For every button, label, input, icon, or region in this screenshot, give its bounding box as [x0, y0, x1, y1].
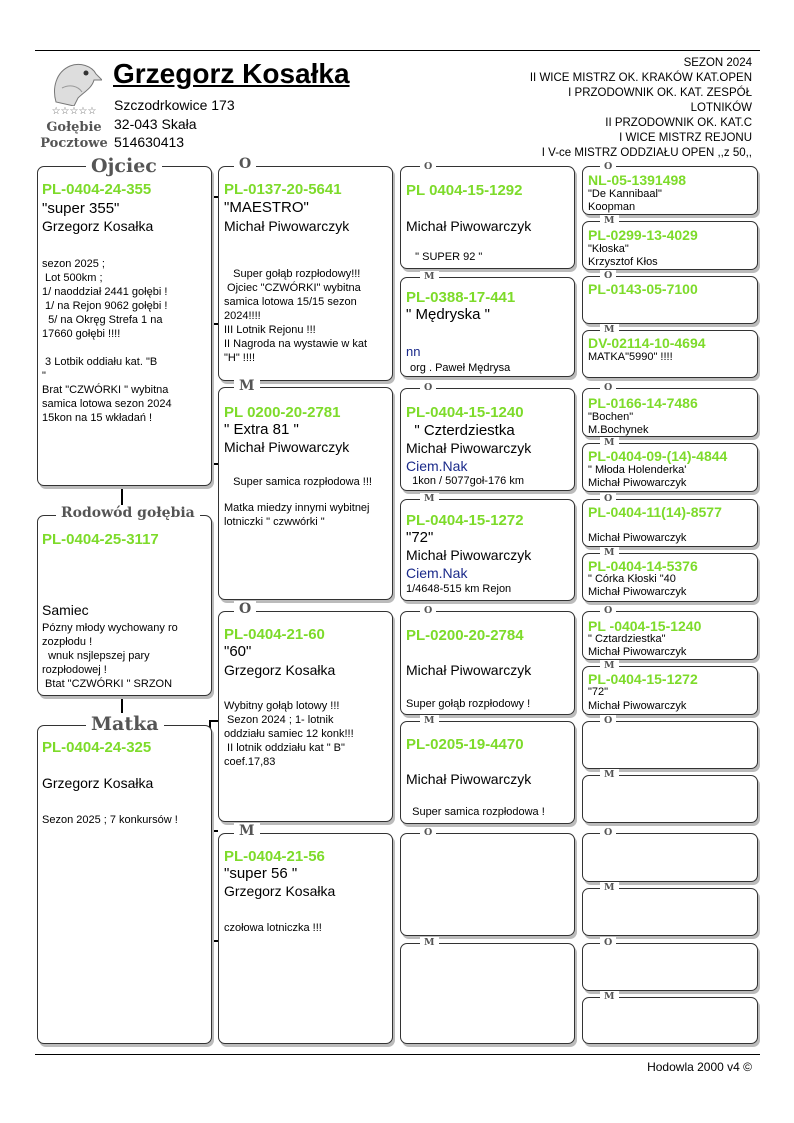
- g4-card[interactable]: [582, 166, 758, 215]
- g3-fmm-name: "72": [406, 529, 434, 546]
- title-line: I PRZODOWNIK OK. KAT. ZESPÓŁ: [568, 87, 752, 99]
- g4-ring: PL-0404-09-(14)-4844: [588, 448, 728, 464]
- g4-line2: Michał Piwowarczyk: [588, 646, 687, 658]
- g4-line1: "72": [588, 686, 609, 698]
- g3-mff-notes: Super gołąb rozpłodowy !: [406, 698, 531, 710]
- breeder-phone: 514630413: [114, 134, 185, 150]
- g3-fmf-owner: Michał Piwowarczyk: [406, 440, 532, 456]
- sire-label: O: [600, 270, 616, 281]
- dam-label: M: [600, 547, 619, 558]
- g3-ffm-notes: org . Paweł Mędrysa: [410, 362, 511, 374]
- sire-label: O: [600, 827, 616, 838]
- dam-label: M: [600, 324, 619, 335]
- dam-label: M: [600, 991, 619, 1002]
- sire-label: O: [600, 493, 616, 504]
- gp-mm-name: "super 56 ": [224, 865, 298, 882]
- g4-line1: "Bochen": [588, 411, 634, 423]
- mother-notes: Sezon 2025 ; 7 konkursów !: [42, 814, 178, 826]
- dam-label: M: [600, 437, 619, 448]
- g3-card-fmm[interactable]: [400, 499, 575, 601]
- sire-label: O: [600, 161, 616, 172]
- g4-ring: DV-02114-10-4694: [588, 335, 706, 351]
- gp-fm-note2: Matka miedzy innymi wybitnej lotniczki " czwwórki ": [224, 502, 370, 528]
- gp-fm-ring: PL 0200-20-2781: [224, 404, 341, 421]
- sire-label: O: [420, 605, 436, 616]
- g3-fmf-name: " Czterdziestka: [406, 422, 515, 439]
- dam-label: M: [600, 215, 619, 226]
- g3-card-mfm[interactable]: [400, 721, 575, 824]
- g3-card-fmf[interactable]: [400, 388, 575, 491]
- g4-line2: Michał Piwowarczyk: [588, 586, 687, 598]
- g3-card-mff[interactable]: [400, 611, 575, 715]
- pigeon-head-icon: [48, 58, 102, 106]
- g4-line2: M.Bochynek: [588, 424, 649, 436]
- g3-mfm-notes: Super samica rozpłodowa !: [406, 806, 545, 818]
- title-line: II PRZODOWNIK OK. KAT.C: [605, 117, 752, 129]
- g4-line1: " Młoda Holenderka': [588, 464, 687, 476]
- dam-label: M: [600, 660, 619, 671]
- father-notes: sezon 2025 ; Lot 500km ; 1/ naoddział 2441 gołębi ! 1/ na Rejon 9062 gołębi ! 5/ na Okręg Strefa 1 na 17660 gołębi !!!! 3 Lotbik oddiału kat. "B " Brat "CZWÓRKI " wybitna samica lotowa sezon 2024 15kon na 15 wkładań !: [42, 258, 172, 424]
- gp-mf-owner: Grzegorz Kosałka: [224, 662, 336, 678]
- g4-card-empty[interactable]: [582, 943, 758, 991]
- g4-ring: PL-0404-15-1272: [588, 671, 698, 687]
- g4-card-empty[interactable]: [582, 997, 758, 1044]
- sire-label: O: [600, 382, 616, 393]
- logo-text-line1: Gołębie: [46, 120, 102, 135]
- g3-fmm-ring: PL-0404-15-1272: [406, 512, 524, 529]
- g3-card-ffm[interactable]: [400, 277, 575, 377]
- title-line: SEZON 2024: [683, 57, 752, 69]
- g4-card[interactable]: [582, 443, 758, 492]
- breeder-name: Grzegorz Kosałka: [113, 58, 350, 89]
- g4-ring: PL-0143-05-7100: [588, 281, 698, 297]
- g4-line1: " Córka Kłoski "40: [588, 573, 676, 585]
- dam-label: M: [234, 378, 260, 394]
- g4-line2: Michał Piwowarczyk: [588, 477, 687, 489]
- father-label: Ojciec: [86, 155, 162, 177]
- g4-ring: PL -0404-15-1240: [588, 618, 702, 634]
- sire-label: O: [600, 715, 616, 726]
- pigeon-card[interactable]: [37, 515, 212, 696]
- g3-fff-owner: Michał Piwowarczyk: [406, 218, 532, 234]
- gp-mm-notes: czołowa lotniczka !!!: [224, 922, 322, 934]
- g3-ffm-name: " Mędryska ": [406, 306, 491, 323]
- g4-card[interactable]: [582, 276, 758, 324]
- g4-ring: PL-0404-11(14)-8577: [588, 504, 722, 520]
- g4-card[interactable]: [582, 666, 758, 715]
- g4-line2: Koopman: [588, 201, 636, 213]
- granddam-paternal-card[interactable]: [218, 387, 393, 600]
- sire-label: O: [420, 382, 436, 393]
- g3-mff-owner: Michał Piwowarczyk: [406, 662, 532, 678]
- footer-text: Hodowla 2000 v4 ©: [647, 1060, 752, 1074]
- g4-ring: PL-0299-13-4029: [588, 227, 698, 243]
- gp-ff-notes: Super gołąb rozpłodowy!!! Ojciec "CZWÓRKI" wybitna samica lotowa 15/15 sezon 2024!!!! III Lotnik Rejonu !!! II Nagroda na wystawie w kat "H" !!!!: [224, 268, 368, 364]
- g4-card[interactable]: [582, 221, 758, 270]
- g3-fff-notes: " SUPER 92 ": [406, 251, 483, 263]
- logo: [38, 56, 110, 151]
- g3-ffm-ring: PL-0388-17-441: [406, 289, 516, 306]
- g3-fmf-extra: Ciem.Nak: [406, 458, 468, 474]
- g4-card[interactable]: [582, 499, 758, 547]
- mother-card[interactable]: [37, 725, 212, 1044]
- g4-line1: "Kłoska": [588, 243, 629, 255]
- grandsire-maternal-card[interactable]: [218, 611, 393, 822]
- g4-card[interactable]: [582, 388, 758, 437]
- g3-fmm-extra: Ciem.Nak: [406, 565, 468, 581]
- g4-line1: "De Kannibaal": [588, 188, 662, 200]
- father-ring: PL-0404-24-355: [42, 181, 152, 198]
- connector-line: [121, 487, 123, 507]
- gp-mf-name: "60": [224, 643, 252, 660]
- g4-ring: NL-05-1391498: [588, 172, 687, 188]
- pigeon-ring: PL-0404-25-3117: [42, 531, 159, 548]
- g4-card-empty[interactable]: [582, 775, 758, 823]
- title-line: LOTNIKÓW: [690, 102, 752, 114]
- dam-label: M: [420, 715, 439, 726]
- g4-ring: PL-0166-14-7486: [588, 395, 698, 411]
- bottom-rule: [35, 1054, 760, 1055]
- mother-ring: PL-0404-24-325: [42, 739, 152, 756]
- mother-label: Matka: [86, 713, 164, 735]
- breeder-street: Szczodrkowice 173: [114, 97, 235, 113]
- title-line: I V-ce MISTRZ ODDZIAŁU OPEN ,,z 50,,: [541, 147, 752, 159]
- g3-card-empty[interactable]: [400, 943, 575, 1044]
- dam-label: M: [420, 493, 439, 504]
- sire-label: O: [420, 827, 436, 838]
- title-line: I WICE MISTRZ REJONU: [619, 132, 752, 144]
- gp-fm-owner: Michał Piwowarczyk: [224, 439, 350, 455]
- gp-mf-ring: PL-0404-21-60: [224, 626, 325, 643]
- gp-fm-name: " Extra 81 ": [224, 421, 299, 438]
- gp-mm-owner: Grzegorz Kosałka: [224, 883, 336, 899]
- g3-ffm-extra: nn: [406, 344, 421, 359]
- logo-stars: ☆☆☆☆☆: [51, 106, 97, 117]
- g4-line2: Krzysztof Kłos: [588, 256, 658, 268]
- g4-line2: Michał Piwowarczyk: [588, 532, 687, 544]
- logo-text-line2: Pocztowe: [40, 136, 108, 151]
- connector-line: [210, 720, 218, 722]
- g4-line1: MATKA"5990" !!!!: [588, 351, 673, 363]
- pigeon-label: Rodowód gołębia: [56, 505, 200, 521]
- gp-fm-note1: Super samica rozpłodowa !!!: [224, 476, 372, 488]
- pigeon-sex: Samiec: [42, 602, 89, 618]
- g3-fmm-owner: Michał Piwowarczyk: [406, 547, 532, 563]
- sire-label: O: [234, 601, 256, 617]
- g3-fmm-notes: 1/4648-515 km Rejon: [406, 583, 512, 595]
- dam-label: M: [600, 769, 619, 780]
- g3-fff-ring: PL 0404-15-1292: [406, 182, 523, 199]
- gp-ff-ring: PL-0137-20-5641: [224, 181, 342, 198]
- g3-mfm-ring: PL-0205-19-4470: [406, 736, 524, 753]
- dam-label: M: [420, 937, 439, 948]
- connector-line: [121, 696, 123, 714]
- gp-ff-name: "MAESTRO": [224, 199, 309, 216]
- g4-ring: PL-0404-14-5376: [588, 558, 698, 574]
- g4-card-empty[interactable]: [582, 833, 758, 882]
- achievement-titles: [482, 56, 752, 161]
- g4-card[interactable]: [582, 553, 758, 602]
- father-card[interactable]: [37, 166, 212, 486]
- granddam-maternal-card[interactable]: [218, 833, 393, 1044]
- g4-card[interactable]: [582, 330, 758, 378]
- g3-mfm-owner: Michał Piwowarczyk: [406, 771, 532, 787]
- father-name: "super 355": [42, 200, 120, 217]
- dam-label: M: [234, 823, 260, 839]
- gp-ff-owner: Michał Piwowarczyk: [224, 218, 350, 234]
- grandsire-paternal-card[interactable]: [218, 166, 393, 381]
- g3-fmf-notes: 1kon / 5077goł-176 km: [406, 475, 525, 487]
- dam-label: M: [420, 271, 439, 282]
- mother-owner: Grzegorz Kosałka: [42, 775, 154, 791]
- top-rule: [35, 50, 760, 51]
- g4-card[interactable]: [582, 611, 758, 660]
- g4-line2: Michał Piwowarczyk: [588, 700, 687, 712]
- g3-card-empty[interactable]: [400, 833, 575, 936]
- sire-label: O: [234, 156, 256, 172]
- gp-mm-ring: PL-0404-21-56: [224, 848, 325, 865]
- sire-label: O: [420, 161, 436, 172]
- sire-label: O: [600, 605, 616, 616]
- sire-label: O: [600, 937, 616, 948]
- title-line: II WICE MISTRZ OK. KRAKÓW KAT.OPEN: [529, 72, 752, 84]
- gp-mf-notes: Wybitny gołąb lotowy !!! Sezon 2024 ; 1- lotnik oddziału samiec 12 konk!!! II lotnik oddziału kat " B" coef.17,83: [224, 700, 354, 768]
- g3-card-fff[interactable]: [400, 166, 575, 269]
- father-owner: Grzegorz Kosałka: [42, 218, 154, 234]
- g4-line1: " Cztardziestka": [588, 633, 666, 645]
- breeder-city: 32-043 Skała: [114, 116, 197, 132]
- g4-card-empty[interactable]: [582, 888, 758, 936]
- g3-fmf-ring: PL-0404-15-1240: [406, 404, 524, 421]
- dam-label: M: [600, 882, 619, 893]
- pigeon-notes: Pózny młody wychowany ro zozpłodu ! wnuk nsjlepszej pary rozpłodowej ! Btat "CZWÓRKI " SRZON: [42, 622, 178, 690]
- g3-mff-ring: PL-0200-20-2784: [406, 627, 524, 644]
- g4-card-empty[interactable]: [582, 721, 758, 769]
